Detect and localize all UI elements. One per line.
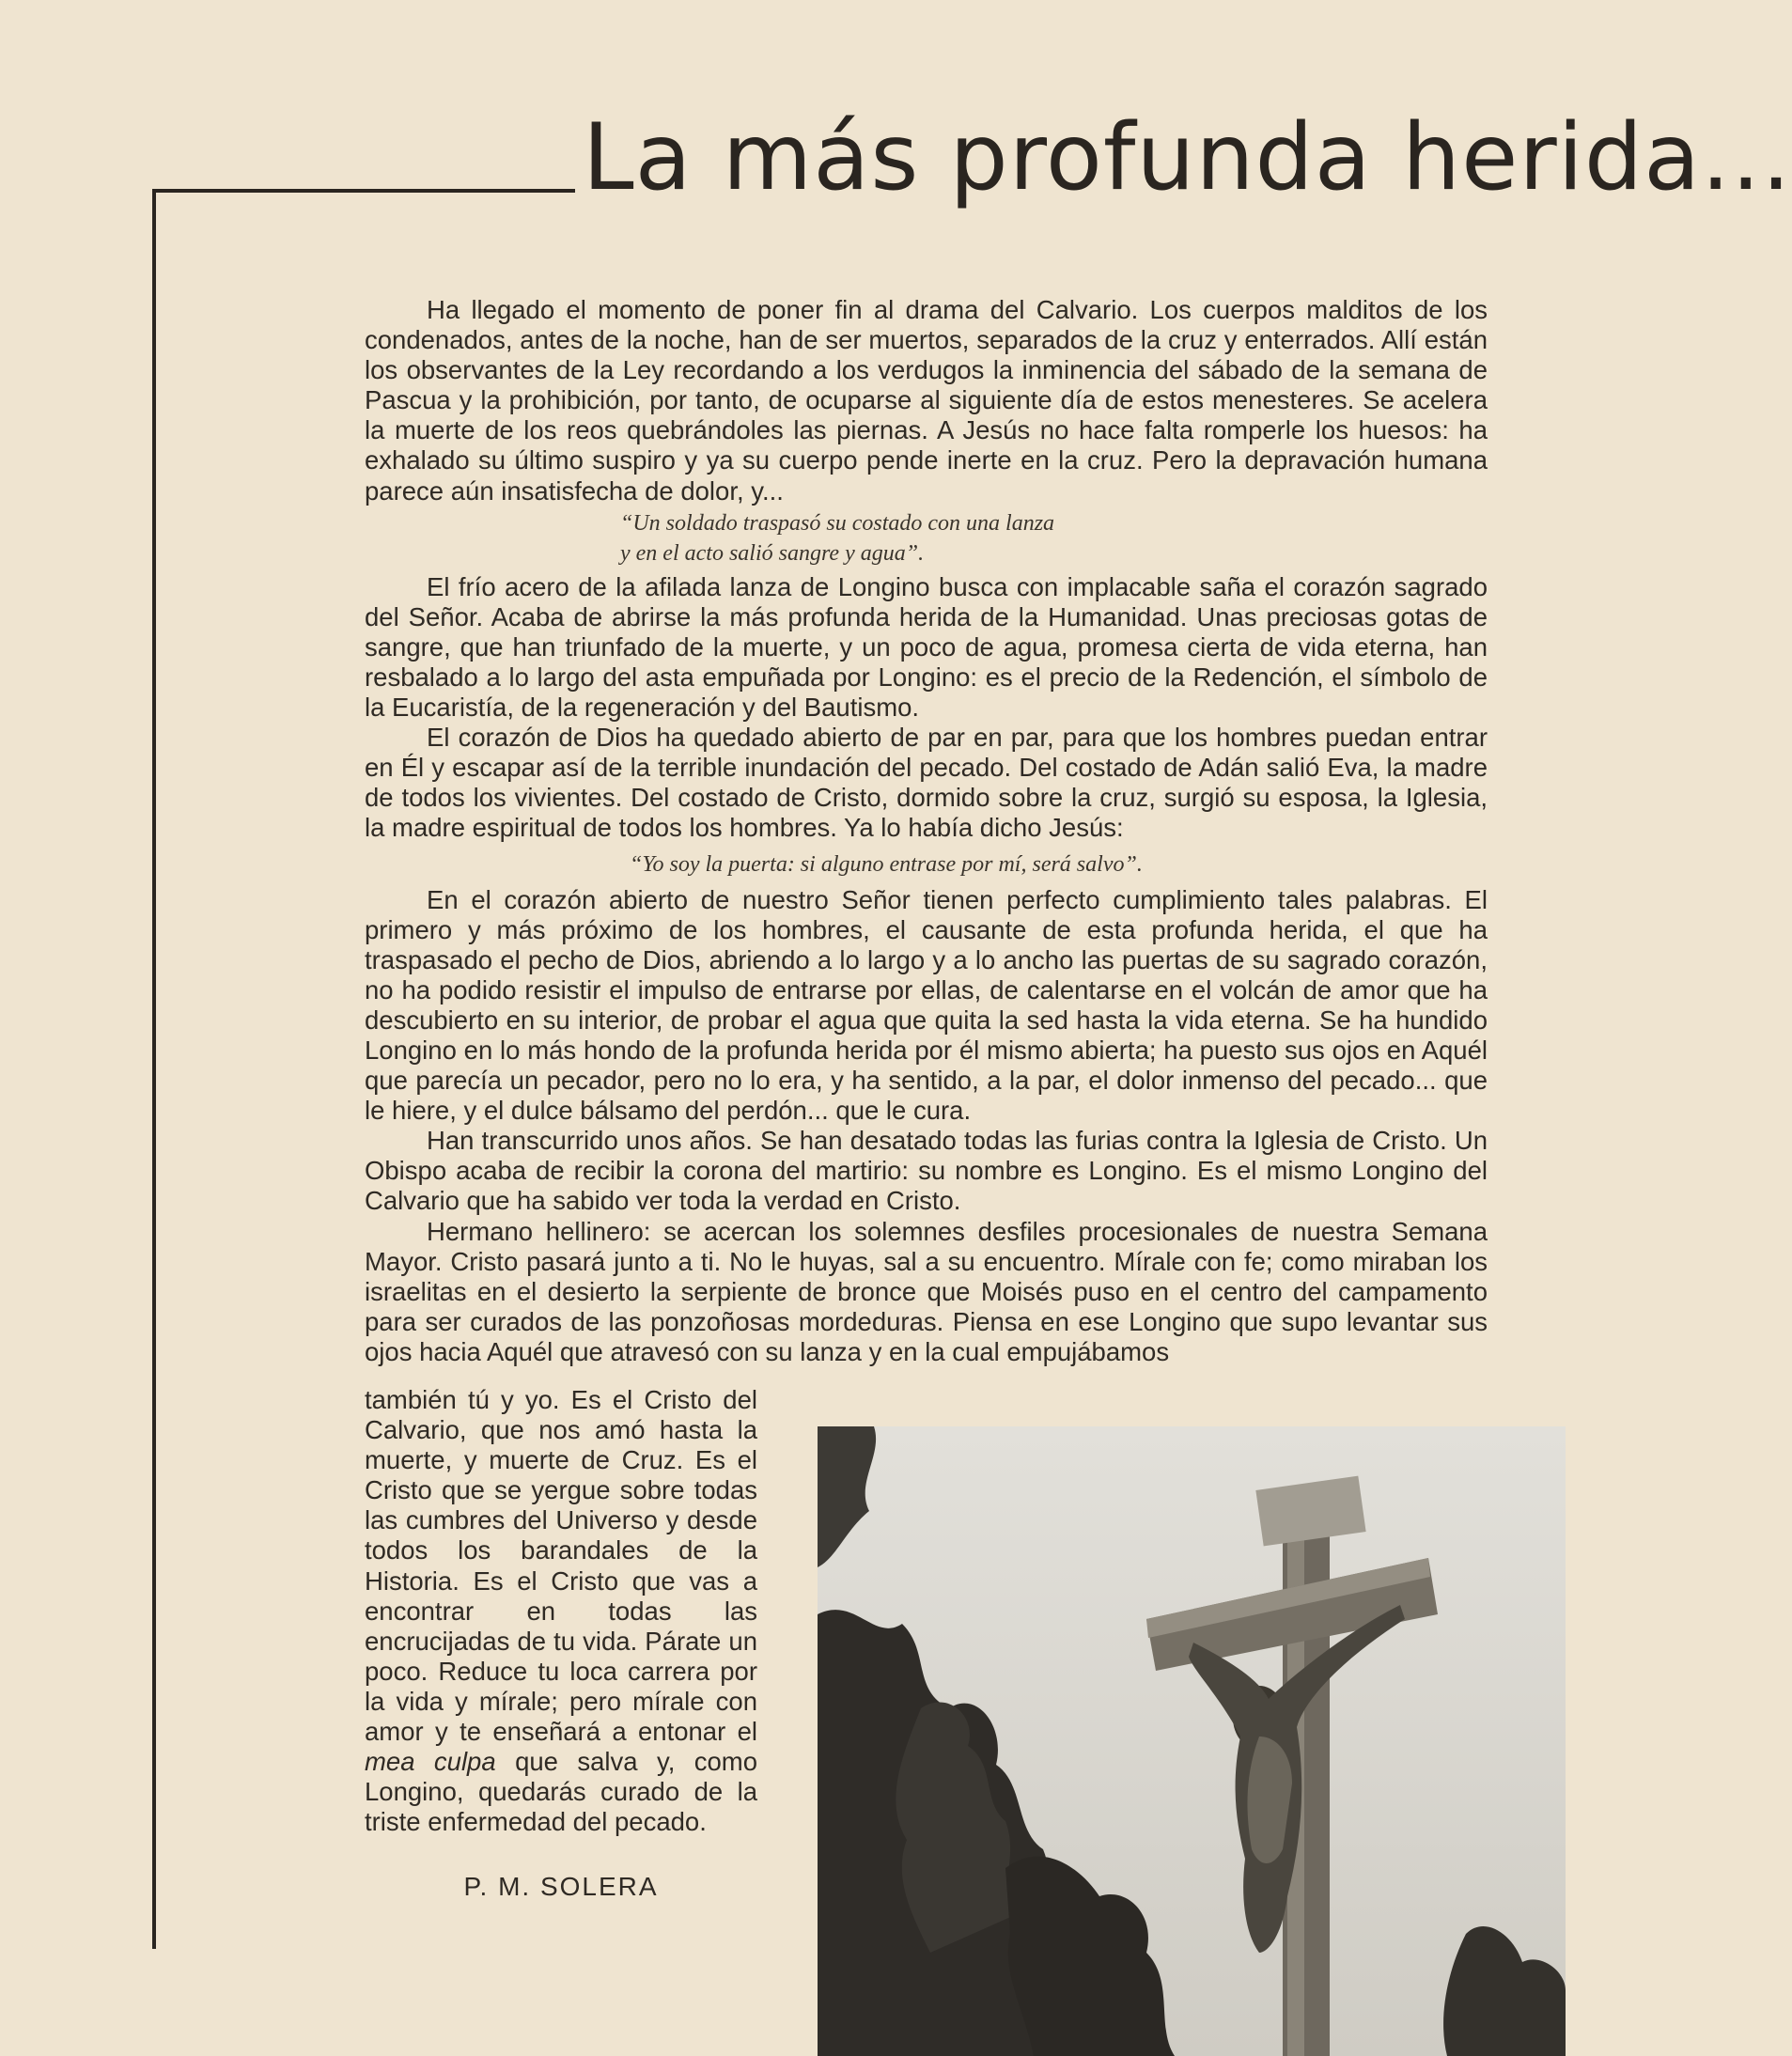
closing-text-part-2: que salva y, como Longino, quedarás curado de la triste enfermedad del pecado.: [365, 1747, 757, 1837]
paragraph-6: Hermano hellinero: se acercan los solemnes desfiles procesionales de nuestra Semana Mayor. Cristo pasará junto a ti. No le huyas, sal a su encuentro. Mírale con fe; como miraban los israelitas en el desierto la serpiente de bronce que Moisés puso en el centro del campamento para ser curados de las ponzoñosas mordeduras. Piensa en ese Longino que supo levantar sus ojos hacia Aquél que atravesó con su lanza y en la cual empujábamos: [365, 1216, 1488, 1366]
frame-left-rule: [152, 189, 156, 1949]
article-body: [365, 295, 1488, 1367]
scripture-quote-1: [365, 508, 1488, 569]
mea-culpa-emphasis: mea culpa: [365, 1747, 496, 1777]
crucifix-photo: [818, 1426, 1566, 2056]
frame-top-rule: [152, 189, 575, 193]
paragraph-4: En el corazón abierto de nuestro Señor tienen perfecto cumplimiento tales palabras. El primero y más próximo de los hombres, el causante de esta profunda herida, el que ha traspasado el pecho de Dios, abriendo a lo largo y a lo ancho las puertas de su sagrado corazón, no ha podido resistir el impulso de entrarse por ellas, de calentarse en el volcán de amor que ha descubierto en su interior, de probar el agua que quita la sed hasta la vida eterna. Se ha hundido Longino en lo más hondo de la profunda herida por él mismo abierta; ha puesto sus ojos en Aquél que parecía un pecador, pero no lo era, y ha sentido, a la par, el dolor inmenso del pecado... que le hiere, y el dulce bálsamo del perdón... que le cura.: [365, 884, 1488, 1126]
quote-1-line-2: y en el acto salió sangre y agua”.: [620, 540, 925, 566]
paragraph-1: Ha llegado el momento de poner fin al drama del Calvario. Los cuerpos malditos de los condenados, antes de la noche, han de ser muertos, separados de la cruz y enterrados. Allí están los observantes de la Ley recordando a los verdugos la inminencia del sábado de la semana de Pascua y la prohibición, por tanto, de ocuparse al siguiente día de estos menesteres. Se acelera la muerte de los reos quebrándoles las piernas. A Jesús no hace falta romperle los huesos: ha exhalado su último suspiro y ya su cuerpo pende inerte en la cruz. Pero la depravación humana parece aún insatisfecha de dolor, y...: [365, 295, 1488, 506]
paragraph-5: Han transcurrido unos años. Se han desatado todas las furias contra la Iglesia de Cristo. Un Obispo acaba de recibir la corona del martirio: su nombre es Longino. Es el mismo Longino del Calvario que ha sabido ver toda la verdad en Cristo.: [365, 1126, 1488, 1216]
article-title: La más profunda herida...: [583, 104, 1792, 211]
paragraph-3: El corazón de Dios ha quedado abierto de par en par, para que los hombres puedan entrar en Él y escapar así de la terrible inundación del pecado. Del costado de Adán salió Eva, la madre de todos los vivientes. Del costado de Cristo, dormido sobre la cruz, surgió su esposa, la Iglesia, la madre espiritual de todos los hombres. Ya lo había dicho Jesús:: [365, 723, 1488, 843]
scripture-quote-2: “Yo soy la puerta: si alguno entrase por mí, será salvo”.: [630, 851, 1143, 877]
crucifix-photo-image: [818, 1426, 1566, 2056]
closing-column-text: [365, 1385, 757, 1837]
quote-1-line-1: “Un soldado traspasó su costado con una lanza: [620, 510, 1055, 536]
paragraph-2: El frío acero de la afilada lanza de Longino busca con implacable saña el corazón sagrado del Señor. Acaba de abrirse la más profunda herida de la Humanidad. Unas preciosas gotas de sangre, que han triunfado de la muerte, y un poco de agua, promesa cierta de vida eterna, han resbalado a lo largo del asta empuñada por Longino: es el precio de la Redención, el símbolo de la Eucaristía, de la regeneración y del Bautismo.: [365, 571, 1488, 723]
closing-text-part-1: también tú y yo. Es el Cristo del Calvario, que nos amó hasta la muerte, y muerte de Cruz. Es el Cristo que se yergue sobre todas las cumbres del Universo y desde todos los barandales de la Historia. Es el Cristo que vas a encontrar en todas las encrucijadas de tu vida. Párate un poco. Reduce tu loca carrera por la vida y mírale; pero mírale con amor y te enseñará a entonar el: [365, 1385, 757, 1747]
author-signature: P. M. SOLERA: [463, 1872, 659, 1901]
